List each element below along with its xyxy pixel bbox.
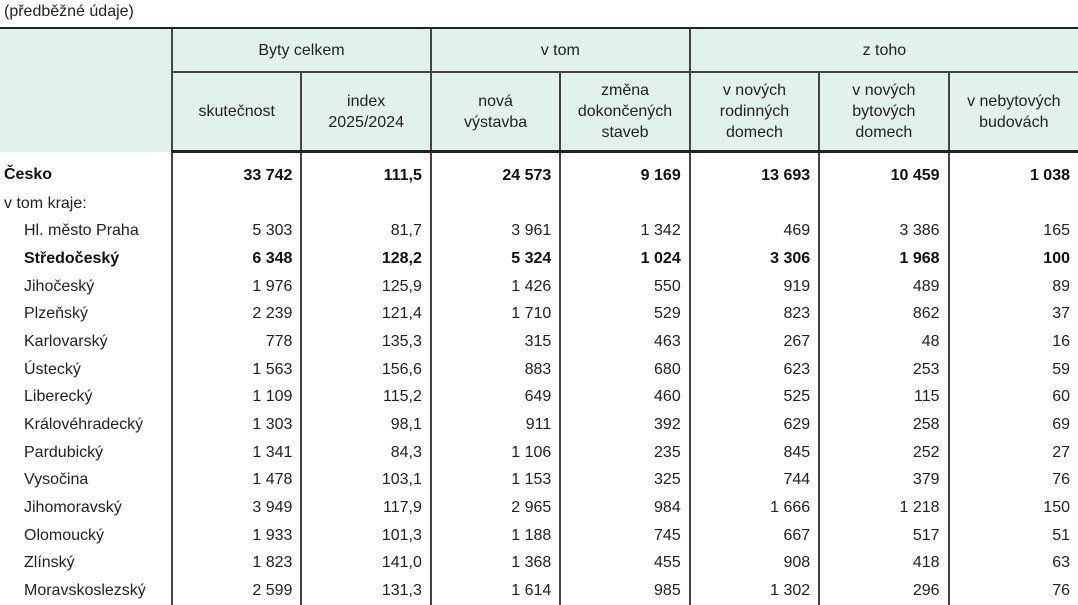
column-header-zmena-dokoncenych-staveb: [560, 72, 689, 152]
cell-v-novych-rodinnych-domech: 845: [690, 439, 819, 467]
cell-skutecnost: 778: [172, 328, 301, 356]
cell-nova-vystavba: 1 614: [431, 577, 560, 605]
cell-v-nebytovych-budovach: 59: [949, 356, 1078, 384]
cell-nova-vystavba: [431, 190, 560, 218]
cell-v-novych-rodinnych-domech: 744: [690, 467, 819, 495]
column-header-text: změna: [601, 82, 649, 99]
table-row: [0, 467, 1078, 495]
header-group-v-tom: v tom: [431, 28, 690, 72]
cell-skutecnost: 1 478: [172, 467, 301, 495]
cell-v-novych-rodinnych-domech: 1 302: [690, 577, 819, 605]
cell-nova-vystavba: 1 426: [431, 273, 560, 301]
cell-v-nebytovych-budovach: 100: [949, 245, 1078, 273]
column-header-v-novych-bytovych-domech: [819, 72, 948, 152]
cell-v-novych-rodinnych-domech: 623: [690, 356, 819, 384]
cell-v-novych-bytovych-domech: 258: [819, 411, 948, 439]
cell-index: 111,5: [301, 152, 430, 190]
column-header-text: domech: [855, 124, 912, 141]
table-row: [0, 550, 1078, 578]
cell-skutecnost: 6 348: [172, 245, 301, 273]
cell-v-novych-bytovych-domech: 48: [819, 328, 948, 356]
cell-index: 141,0: [301, 550, 430, 578]
cell-zmena-dokoncenych-staveb: 463: [560, 328, 689, 356]
column-header-text: 2025/2024: [328, 114, 404, 131]
cell-v-novych-bytovych-domech: 115: [819, 384, 948, 412]
cell-v-nebytovych-budovach: 76: [949, 467, 1078, 495]
cell-nova-vystavba: 1 368: [431, 550, 560, 578]
cell-nova-vystavba: 2 965: [431, 494, 560, 522]
cell-skutecnost: 1 109: [172, 384, 301, 412]
cell-nova-vystavba: 1 710: [431, 300, 560, 328]
table-row: [0, 190, 1078, 218]
row-label: Olomoucký: [0, 522, 172, 550]
cell-zmena-dokoncenych-staveb: 460: [560, 384, 689, 412]
row-label: Vysočina: [0, 467, 172, 495]
table-header: [0, 28, 1078, 152]
cell-v-nebytovych-budovach: 89: [949, 273, 1078, 301]
cell-zmena-dokoncenych-staveb: 984: [560, 494, 689, 522]
cell-nova-vystavba: 883: [431, 356, 560, 384]
cell-zmena-dokoncenych-staveb: 455: [560, 550, 689, 578]
cell-nova-vystavba: 1 153: [431, 467, 560, 495]
cell-nova-vystavba: 5 324: [431, 245, 560, 273]
cell-v-novych-bytovych-domech: 252: [819, 439, 948, 467]
cell-index: 115,2: [301, 384, 430, 412]
cell-zmena-dokoncenych-staveb: 745: [560, 522, 689, 550]
cell-v-novych-rodinnych-domech: 267: [690, 328, 819, 356]
table-row: [0, 300, 1078, 328]
column-header-text: budovách: [979, 114, 1048, 131]
cell-v-novych-bytovych-domech: 862: [819, 300, 948, 328]
cell-skutecnost: 1 563: [172, 356, 301, 384]
row-label: Jihočeský: [0, 273, 172, 301]
cell-zmena-dokoncenych-staveb: 1 342: [560, 217, 689, 245]
cell-skutecnost: 1 933: [172, 522, 301, 550]
row-label: Plzeňský: [0, 300, 172, 328]
column-header-text: nová: [478, 93, 513, 110]
table-row: [0, 577, 1078, 605]
cell-skutecnost: 2 239: [172, 300, 301, 328]
cell-v-nebytovych-budovach: 165: [949, 217, 1078, 245]
cell-index: 156,6: [301, 356, 430, 384]
cell-v-novych-bytovych-domech: 489: [819, 273, 948, 301]
column-header-text: v nebytových: [967, 93, 1060, 110]
cell-v-nebytovych-budovach: 69: [949, 411, 1078, 439]
cell-zmena-dokoncenych-staveb: 235: [560, 439, 689, 467]
cell-v-novych-rodinnych-domech: 1 666: [690, 494, 819, 522]
cell-v-novych-rodinnych-domech: 919: [690, 273, 819, 301]
cell-v-novych-bytovych-domech: 418: [819, 550, 948, 578]
cell-index: 98,1: [301, 411, 430, 439]
cell-index: 121,4: [301, 300, 430, 328]
cell-v-novych-bytovych-domech: 3 386: [819, 217, 948, 245]
column-header-nova-vystavba: [431, 72, 560, 152]
cell-v-nebytovych-budovach: 63: [949, 550, 1078, 578]
column-header-skutecnost: [172, 72, 301, 152]
cell-v-novych-rodinnych-domech: 525: [690, 384, 819, 412]
cell-nova-vystavba: 649: [431, 384, 560, 412]
table-row: [0, 522, 1078, 550]
cell-nova-vystavba: 1 106: [431, 439, 560, 467]
row-label: Liberecký: [0, 384, 172, 412]
cell-index: 135,3: [301, 328, 430, 356]
cell-nova-vystavba: 24 573: [431, 152, 560, 190]
cell-index: 131,3: [301, 577, 430, 605]
cell-v-novych-rodinnych-domech: 667: [690, 522, 819, 550]
header-group-z-toho: z toho: [690, 28, 1078, 72]
table-row: [0, 273, 1078, 301]
cell-zmena-dokoncenych-staveb: 985: [560, 577, 689, 605]
row-label: Moravskoslezský: [0, 577, 172, 605]
table-row: [0, 494, 1078, 522]
column-header-text: v nových: [852, 82, 915, 99]
cell-v-nebytovych-budovach: 51: [949, 522, 1078, 550]
cell-zmena-dokoncenych-staveb: [560, 190, 689, 218]
cell-skutecnost: [172, 190, 301, 218]
table-row: [0, 152, 1078, 190]
cell-skutecnost: 3 949: [172, 494, 301, 522]
cell-v-nebytovych-budovach: 60: [949, 384, 1078, 412]
table-caption: (předběžné údaje): [4, 3, 134, 21]
cell-zmena-dokoncenych-staveb: 550: [560, 273, 689, 301]
cell-skutecnost: 1 823: [172, 550, 301, 578]
cell-index: 125,9: [301, 273, 430, 301]
cell-v-nebytovych-budovach: 37: [949, 300, 1078, 328]
cell-skutecnost: 1 303: [172, 411, 301, 439]
cell-index: 101,3: [301, 522, 430, 550]
cell-nova-vystavba: 911: [431, 411, 560, 439]
cell-v-novych-bytovych-domech: 517: [819, 522, 948, 550]
column-header-text: dokončených: [578, 103, 672, 120]
column-header-v-novych-rodinnych-domech: [690, 72, 819, 152]
row-label: Středočeský: [0, 245, 172, 273]
cell-skutecnost: 5 303: [172, 217, 301, 245]
cell-nova-vystavba: 315: [431, 328, 560, 356]
cell-v-novych-bytovych-domech: 1 218: [819, 494, 948, 522]
row-label: Karlovarský: [0, 328, 172, 356]
row-label: Česko: [0, 152, 172, 190]
table-row: [0, 328, 1078, 356]
cell-v-novych-rodinnych-domech: 3 306: [690, 245, 819, 273]
column-header-text: domech: [726, 124, 783, 141]
cell-skutecnost: 33 742: [172, 152, 301, 190]
column-header-text: výstavba: [464, 114, 527, 131]
cell-v-nebytovych-budovach: 76: [949, 577, 1078, 605]
cell-zmena-dokoncenych-staveb: 9 169: [560, 152, 689, 190]
cell-v-nebytovych-budovach: 150: [949, 494, 1078, 522]
header-stub: [0, 28, 172, 152]
cell-v-nebytovych-budovach: 16: [949, 328, 1078, 356]
cell-zmena-dokoncenych-staveb: 1 024: [560, 245, 689, 273]
header-group-byty-celkem: Byty celkem: [172, 28, 431, 72]
cell-v-novych-bytovych-domech: 296: [819, 577, 948, 605]
cell-v-novych-bytovych-domech: 379: [819, 467, 948, 495]
dwellings-completed-table: [0, 27, 1078, 605]
cell-v-novych-bytovych-domech: [819, 190, 948, 218]
cell-nova-vystavba: 1 188: [431, 522, 560, 550]
row-label: Hl. město Praha: [0, 217, 172, 245]
table-body: [0, 152, 1078, 605]
column-header-text: v nových: [723, 82, 786, 99]
row-label: Královéhradecký: [0, 411, 172, 439]
cell-v-nebytovych-budovach: 1 038: [949, 152, 1078, 190]
column-header-text: index: [347, 93, 385, 110]
cell-v-novych-rodinnych-domech: [690, 190, 819, 218]
column-header-text: bytových: [852, 103, 915, 120]
column-header-text: rodinných: [720, 103, 789, 120]
row-label: Ústecký: [0, 356, 172, 384]
cell-zmena-dokoncenych-staveb: 529: [560, 300, 689, 328]
cell-skutecnost: 1 341: [172, 439, 301, 467]
column-header-text: skutečnost: [199, 103, 275, 120]
cell-nova-vystavba: 3 961: [431, 217, 560, 245]
table-row: [0, 356, 1078, 384]
cell-v-novych-rodinnych-domech: 823: [690, 300, 819, 328]
cell-v-novych-rodinnych-domech: 13 693: [690, 152, 819, 190]
cell-skutecnost: 1 976: [172, 273, 301, 301]
cell-v-novych-rodinnych-domech: 629: [690, 411, 819, 439]
cell-zmena-dokoncenych-staveb: 392: [560, 411, 689, 439]
cell-index: 81,7: [301, 217, 430, 245]
table-row: [0, 439, 1078, 467]
cell-v-novych-rodinnych-domech: 908: [690, 550, 819, 578]
row-label: Pardubický: [0, 439, 172, 467]
column-header-index: [301, 72, 430, 152]
table-row: [0, 411, 1078, 439]
cell-v-nebytovych-budovach: 27: [949, 439, 1078, 467]
column-header-v-nebytovych-budovach: [949, 72, 1078, 152]
cell-v-novych-rodinnych-domech: 469: [690, 217, 819, 245]
cell-index: [301, 190, 430, 218]
cell-zmena-dokoncenych-staveb: 680: [560, 356, 689, 384]
cell-index: 117,9: [301, 494, 430, 522]
row-label: Zlínský: [0, 550, 172, 578]
row-label: v tom kraje:: [0, 190, 172, 218]
cell-index: 128,2: [301, 245, 430, 273]
cell-v-nebytovych-budovach: [949, 190, 1078, 218]
table-row: [0, 245, 1078, 273]
table-row: [0, 384, 1078, 412]
cell-zmena-dokoncenych-staveb: 325: [560, 467, 689, 495]
cell-v-novych-bytovych-domech: 10 459: [819, 152, 948, 190]
cell-skutecnost: 2 599: [172, 577, 301, 605]
table-row: [0, 217, 1078, 245]
column-header-text: staveb: [601, 124, 648, 141]
row-label: Jihomoravský: [0, 494, 172, 522]
cell-v-novych-bytovych-domech: 1 968: [819, 245, 948, 273]
cell-index: 103,1: [301, 467, 430, 495]
cell-index: 84,3: [301, 439, 430, 467]
cell-v-novych-bytovych-domech: 253: [819, 356, 948, 384]
